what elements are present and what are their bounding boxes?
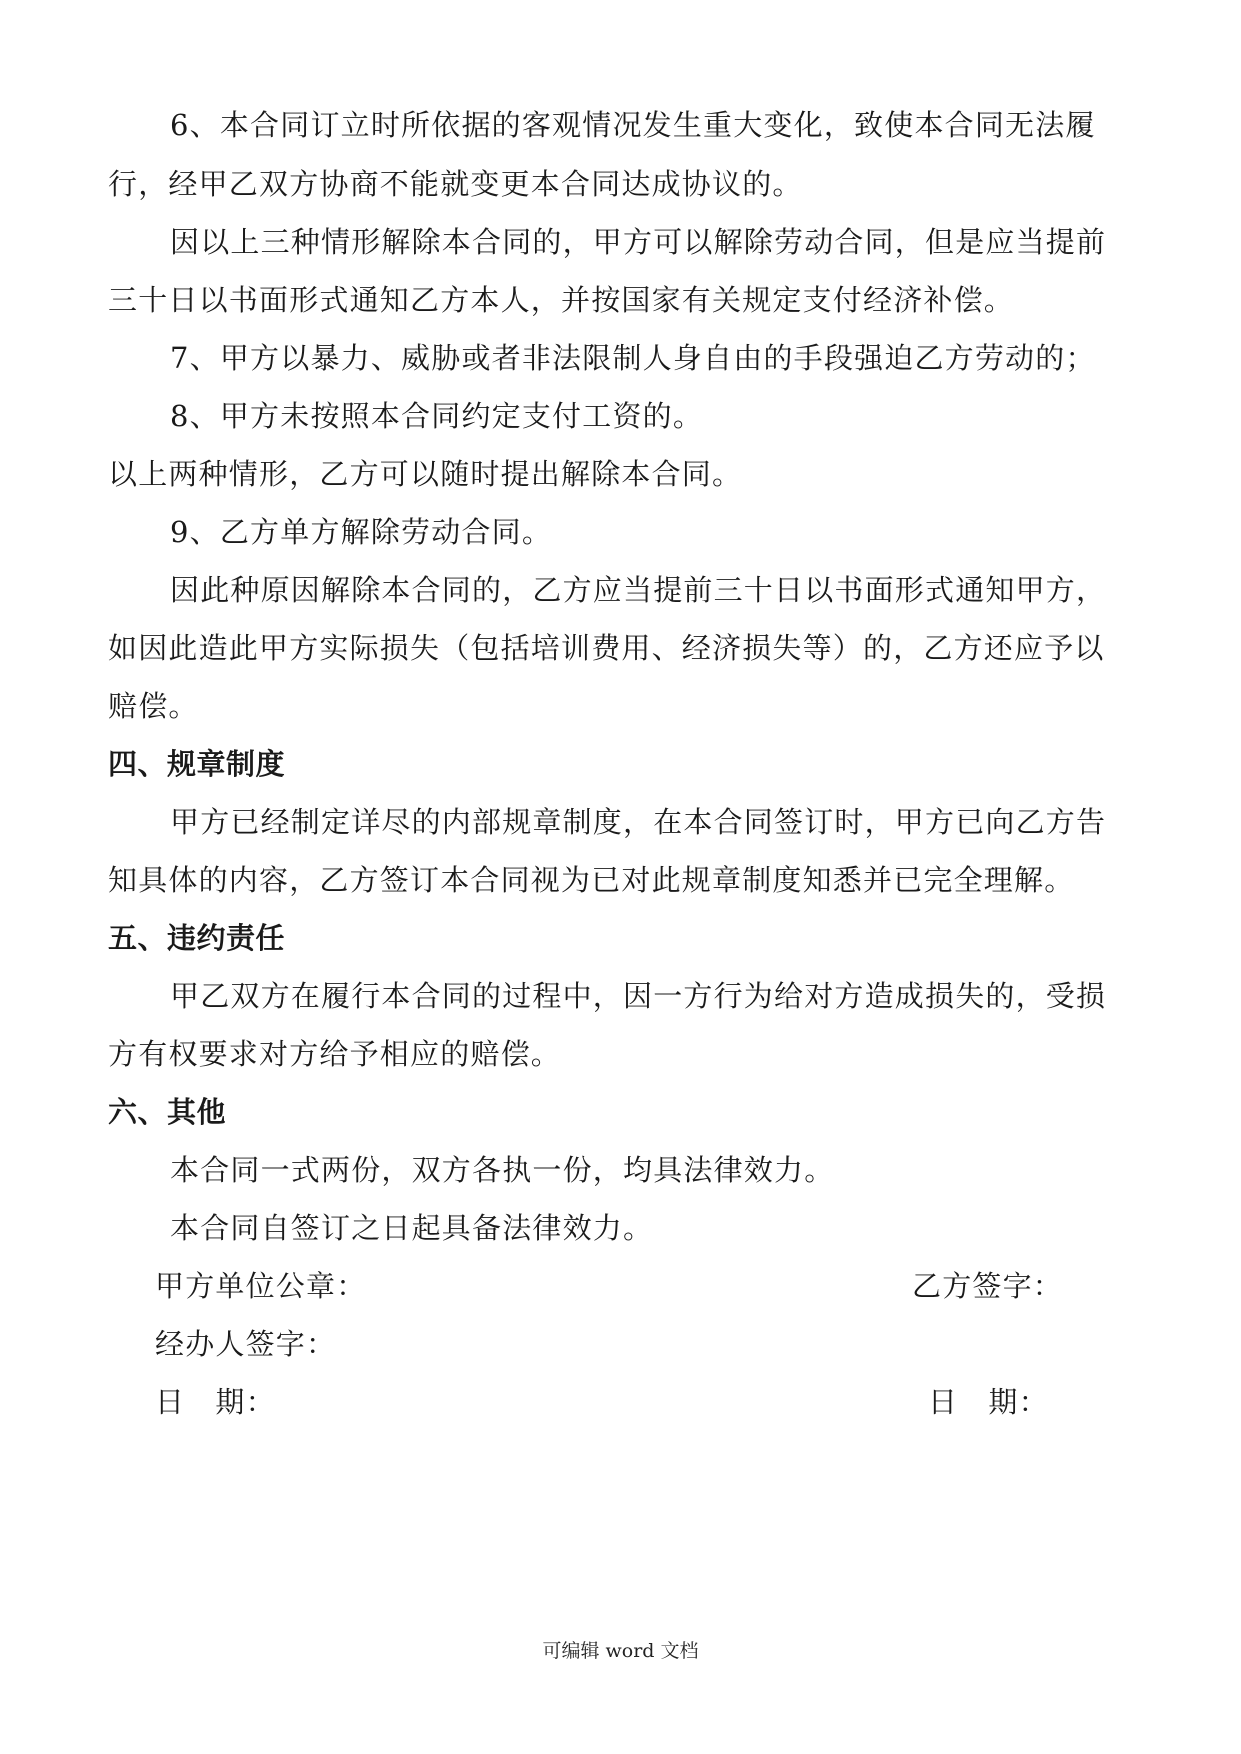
page-footer: 可编辑 word 文档 [542, 1640, 699, 1662]
paragraph-line: 7、甲方以暴力、威胁或者非法限制人身自由的手段强迫乙方劳动的； [170, 341, 1096, 375]
paragraph-line: 因以上三种情形解除本合同的，甲方可以解除劳动合同，但是应当提前 [170, 225, 1107, 259]
date-b-label: 日 期： [928, 1385, 1049, 1419]
paragraph-line: 以上两种情形，乙方可以随时提出解除本合同。 [108, 457, 743, 491]
paragraph-line: 三十日以书面形式通知乙方本人，并按国家有关规定支付经济补偿。 [108, 283, 1015, 317]
paragraph-line: 甲方已经制定详尽的内部规章制度，在本合同签订时，甲方已向乙方告 [170, 805, 1107, 839]
paragraph-line: 知具体的内容，乙方签订本合同视为已对此规章制度知悉并已完全理解。 [108, 863, 1075, 897]
paragraph-line: 本合同一式两份，双方各执一份，均具法律效力。 [170, 1153, 835, 1187]
paragraph-line: 8、甲方未按照本合同约定支付工资的。 [170, 399, 704, 433]
paragraph-line: 6、本合同订立时所依据的客观情况发生重大变化，致使本合同无法履 [170, 108, 1096, 142]
paragraph-line: 方有权要求对方给予相应的赔偿。 [108, 1037, 562, 1071]
paragraph-line: 如因此造此甲方实际损失（包括培训费用、经济损失等）的，乙方还应予以 [108, 631, 1105, 665]
section-heading: 五、违约责任 [108, 921, 286, 955]
paragraph-line: 赔偿。 [108, 689, 199, 723]
section-heading: 六、其他 [108, 1095, 227, 1129]
party-a-seal-label: 甲方单位公章： [155, 1269, 367, 1303]
paragraph-line: 甲乙双方在履行本合同的过程中，因一方行为给对方造成损失的，受损 [170, 979, 1107, 1013]
party-b-sign-label: 乙方签字： [912, 1269, 1064, 1303]
paragraph-line: 9、乙方单方解除劳动合同。 [170, 515, 553, 549]
section-heading: 四、规章制度 [108, 747, 286, 781]
handler-sign-label: 经办人签字： [155, 1327, 337, 1361]
paragraph-line: 行，经甲乙双方协商不能就变更本合同达成协议的。 [108, 167, 803, 201]
paragraph-line: 本合同自签订之日起具备法律效力。 [170, 1211, 654, 1245]
date-a-label: 日 期： [155, 1385, 276, 1419]
paragraph-line: 因此种原因解除本合同的，乙方应当提前三十日以书面形式通知甲方， [170, 573, 1107, 607]
